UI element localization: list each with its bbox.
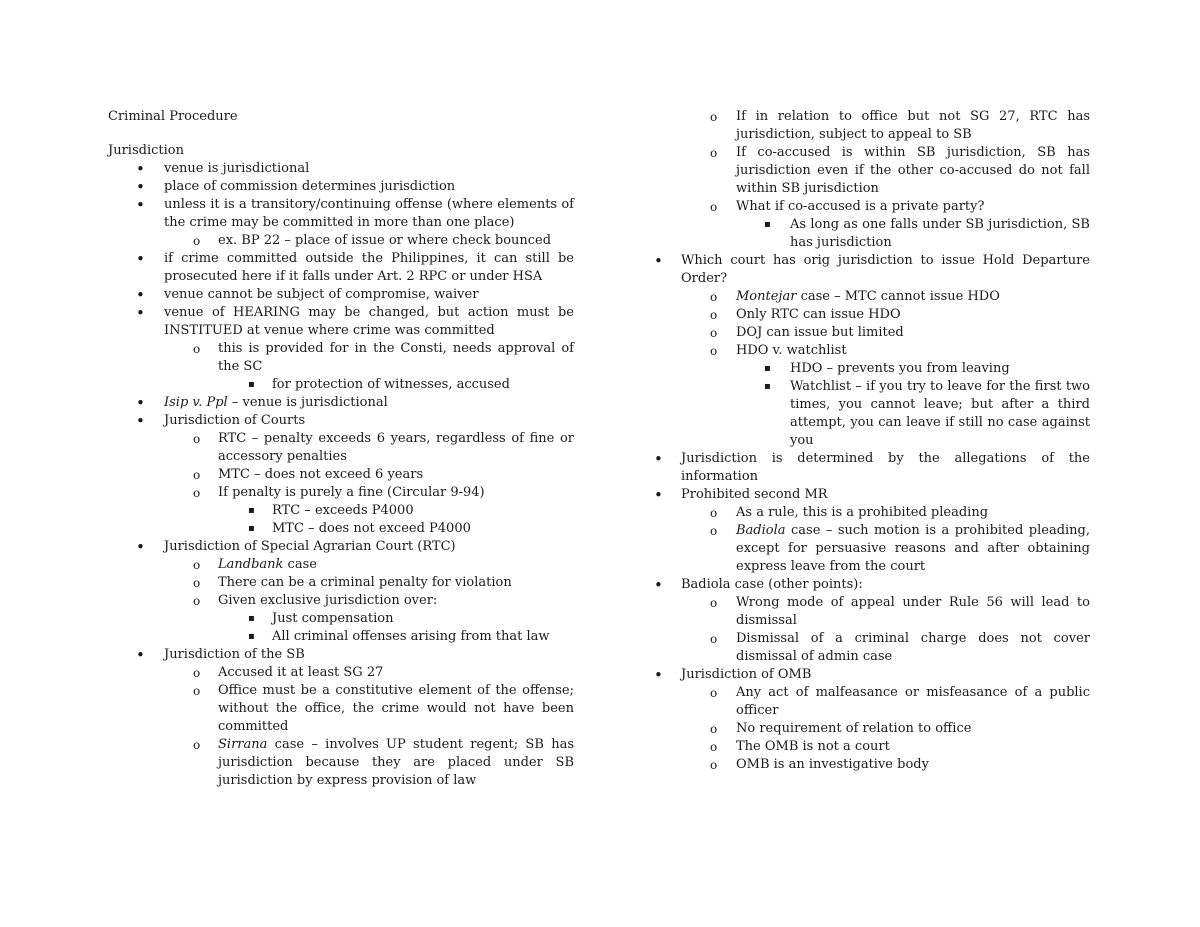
left-column [108,108,574,790]
outline-item-level-2 [108,556,574,574]
outline-item-text: case – MTC cannot issue HDO [796,289,1000,304]
outline-item-text: OMB is an investigative body [736,757,929,772]
outline-item-text: There can be a criminal penalty for violation [218,575,512,590]
outline-item-text: Wrong mode of appeal under Rule 56 will lead to dismissal [736,595,1090,628]
outline-item-level-3 [108,376,574,394]
outline-item-level-2 [108,592,574,610]
outline-item-level-3 [654,378,1090,450]
outline-item-level-2 [654,684,1090,720]
outline-item-level-2 [654,198,1090,216]
outline-item-text: All criminal offenses arising from that law [272,629,550,644]
outline-item-text: case – involves UP student regent; SB has jurisdiction because they are placed under SB jurisdiction by express provision of law [218,737,574,788]
outline-item-level-2 [654,504,1090,522]
outline-item-level-3 [654,216,1090,252]
outline-item-text: case [283,557,317,572]
outline-item-text: Only RTC can issue HDO [736,307,901,322]
outline-item-level-2 [108,340,574,376]
outline-item-level-2 [654,522,1090,576]
outline-item-text: venue of HEARING may be changed, but action must be INSTITUED at venue where crime was committed [164,305,574,338]
outline-item-text: HDO – prevents you from leaving [790,361,1010,376]
case-name: Landbank [218,557,284,572]
outline-item-level-2 [654,144,1090,198]
outline-item-text: Watchlist – if you try to leave for the first two times, you cannot leave; but after a third attempt, you can leave if still no case against you [790,379,1090,448]
outline-item-level-1 [108,646,574,664]
outline-item-level-2 [108,682,574,736]
outline-item-level-3 [654,360,1090,378]
outline-item-level-2 [108,232,574,250]
outline-item-level-1 [108,250,574,286]
outline-item-level-2 [654,108,1090,144]
outline-item-level-2 [654,756,1090,774]
outline-item-text: this is provided for in the Consti, needs approval of the SC [218,341,574,374]
outline-item-text: place of commission determines jurisdiction [164,179,456,194]
outline-item-level-1 [108,538,574,556]
right-column [654,108,1090,774]
outline-item-level-2 [654,738,1090,756]
outline-item-text: Jurisdiction of Special Agrarian Court (RTC) [164,539,456,554]
outline-item-text: Office must be a constitutive element of the offense; without the office, the crime would not have been committed [218,683,574,734]
outline-item-text: What if co-accused is a private party? [736,199,985,214]
outline-item-level-1 [108,160,574,178]
outline-item-level-1 [108,178,574,196]
outline-item-text: As long as one falls under SB jurisdiction, SB has jurisdiction [790,217,1090,250]
left-outline-list [108,160,574,790]
outline-item-text: Accused it at least SG 27 [218,665,384,680]
outline-item-level-1 [108,412,574,430]
outline-item-text: If co-accused is within SB jurisdiction, SB has jurisdiction even if the other co-accused do not fall within SB jurisdiction [736,145,1090,196]
outline-item-text: venue is jurisdictional [164,161,310,176]
outline-item-level-2 [108,430,574,466]
outline-item-text: Any act of malfeasance or misfeasance of a public officer [736,685,1090,718]
outline-item-text: HDO v. watchlist [736,343,847,358]
outline-item-text: case – such motion is a prohibited pleading, except for persuasive reasons and after obtaining express leave from the court [736,523,1090,574]
document-title: Criminal Procedure [108,109,238,124]
outline-item-level-1 [108,196,574,232]
outline-item-level-2 [108,466,574,484]
outline-item-level-2 [108,664,574,682]
outline-item-text: Which court has orig jurisdiction to issue Hold Departure Order? [681,253,1090,286]
outline-item-level-1 [654,450,1090,486]
outline-item-text: As a rule, this is a prohibited pleading [736,505,989,520]
outline-item-level-1 [108,304,574,340]
outline-item-text: Jurisdiction of OMB [681,667,812,682]
outline-item-text: ex. BP 22 – place of issue or where check bounced [218,233,552,248]
outline-item-text: Jurisdiction of the SB [164,647,305,662]
outline-item-level-1 [654,666,1090,684]
outline-item-level-1 [654,576,1090,594]
outline-item-level-2 [654,594,1090,630]
outline-item-text: Jurisdiction of Courts [164,413,306,428]
outline-item-text: – venue is jurisdictional [227,395,388,410]
outline-item-level-3 [108,628,574,646]
outline-item-level-1 [654,252,1090,288]
outline-item-level-2 [654,306,1090,324]
outline-item-text: venue cannot be subject of compromise, waiver [164,287,479,302]
outline-item-level-2 [654,288,1090,306]
outline-item-text: unless it is a transitory/continuing offense (where elements of the crime may be committed in more than one place) [164,197,574,230]
outline-item-text: Dismissal of a criminal charge does not cover dismissal of admin case [736,631,1090,664]
outline-item-level-2 [654,342,1090,360]
outline-item-text: Given exclusive jurisdiction over: [218,593,438,608]
case-name: Sirrana [218,737,268,752]
outline-item-level-3 [108,520,574,538]
outline-item-text: DOJ can issue but limited [736,325,904,340]
outline-item-level-3 [108,502,574,520]
outline-item-text: No requirement of relation to office [736,721,972,736]
case-name: Badiola [736,523,786,538]
outline-item-level-2 [654,720,1090,738]
outline-item-text: if crime committed outside the Philippines, it can still be prosecuted here if it falls under Art. 2 RPC or under HSA [164,251,574,284]
outline-item-text: Jurisdiction is determined by the allegations of the information [681,451,1090,484]
outline-item-text: RTC – penalty exceeds 6 years, regardless of fine or accessory penalties [218,431,574,464]
outline-item-text: RTC – exceeds P4000 [272,503,414,518]
right-outline-list [654,108,1090,774]
outline-item-level-2 [654,324,1090,342]
outline-item-text: for protection of witnesses, accused [272,377,510,392]
outline-item-level-2 [654,630,1090,666]
outline-item-level-2 [108,484,574,502]
case-name: Isip v. Ppl [164,395,228,410]
outline-item-text: If in relation to office but not SG 27, RTC has jurisdiction, subject to appeal to SB [736,109,1090,142]
outline-item-text: Just compensation [272,611,394,626]
outline-item-text: Prohibited second MR [681,487,828,502]
outline-item-text: If penalty is purely a fine (Circular 9-94) [218,485,485,500]
outline-item-level-1 [108,286,574,304]
outline-item-level-3 [108,610,574,628]
outline-item-level-2 [108,574,574,592]
outline-item-level-1 [108,394,574,412]
outline-item-text: MTC – does not exceed 6 years [218,467,424,482]
case-name: Montejar [736,289,797,304]
section-heading: Jurisdiction [108,143,184,158]
outline-item-level-1 [654,486,1090,504]
outline-item-text: The OMB is not a court [736,739,890,754]
outline-item-text: MTC – does not exceed P4000 [272,521,471,536]
outline-item-level-2 [108,736,574,790]
outline-item-text: Badiola case (other points): [681,577,863,592]
